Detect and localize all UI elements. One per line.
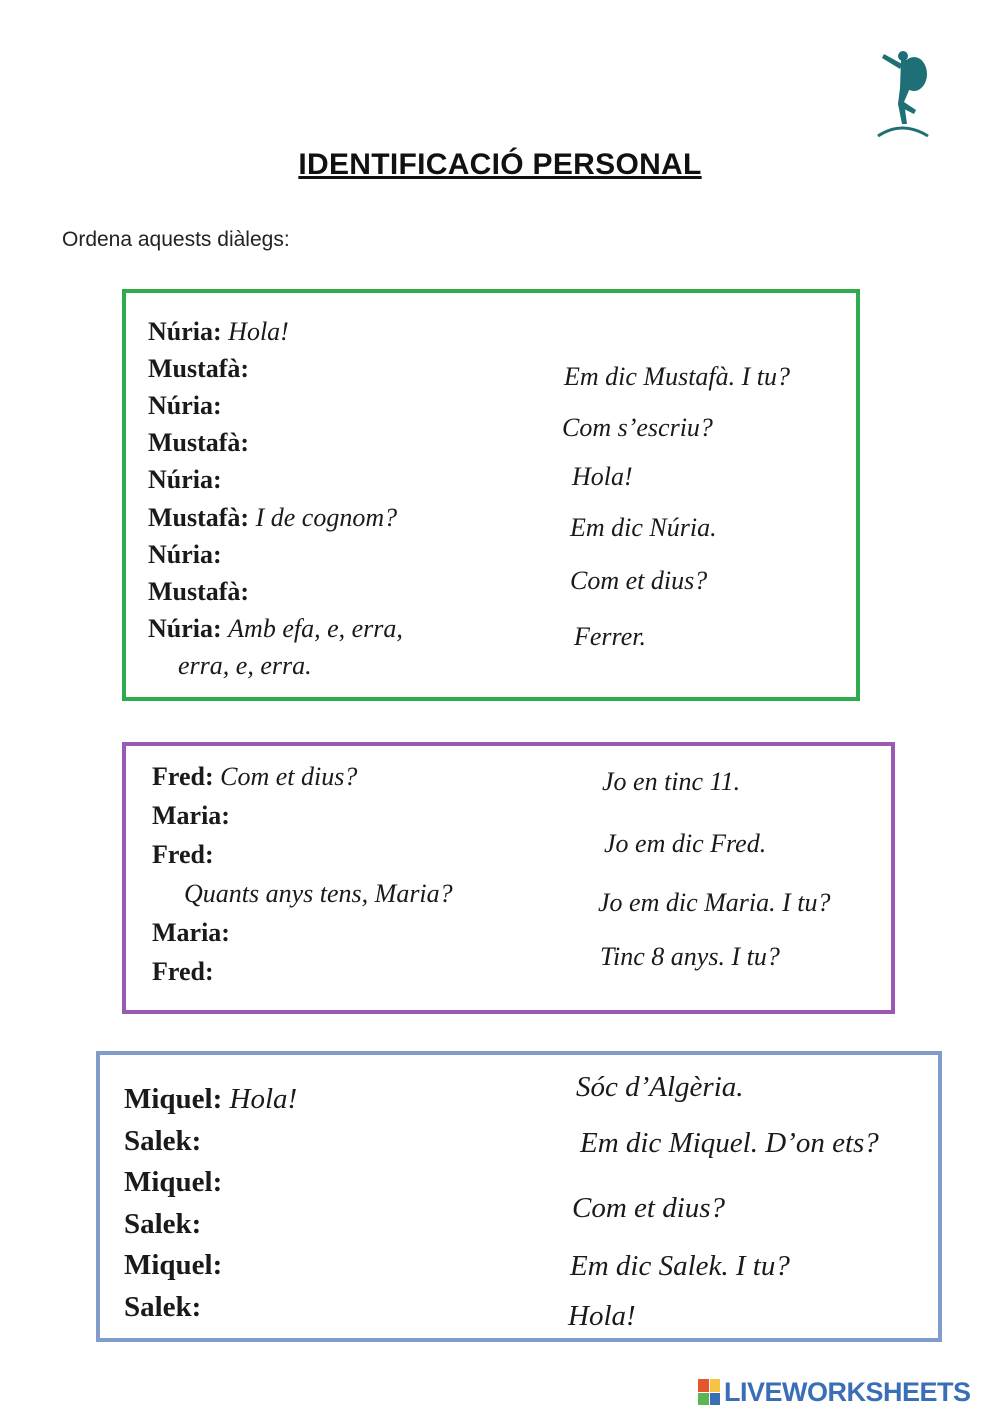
dialogue-line: Salek:: [124, 1291, 202, 1323]
dialogue-line: Mustafà: I de cognom?: [148, 503, 398, 532]
dialogue-line: Fred:: [152, 957, 214, 986]
answer-option[interactable]: Hola!: [568, 1300, 636, 1332]
answer-option[interactable]: Em dic Núria.: [570, 513, 717, 542]
dialogue-line: Miquel:: [124, 1249, 223, 1281]
dialogue-line: Maria:: [152, 918, 230, 947]
dialogue-line: Mustafà:: [148, 428, 250, 457]
dialogue-line: Mustafà:: [148, 354, 250, 383]
liveworksheets-brand: [698, 1376, 994, 1408]
answer-option[interactable]: Com et dius?: [570, 566, 708, 595]
dialogue-line: Mustafà:: [148, 577, 250, 606]
dialogue-line: Quants anys tens, Maria?: [184, 879, 453, 908]
dialogue-line: Miquel:: [124, 1166, 223, 1198]
answer-option[interactable]: Em dic Miquel. D’on ets?: [580, 1127, 879, 1159]
answer-option[interactable]: Jo em dic Maria. I tu?: [598, 888, 831, 917]
instruction-text: Ordena aquests diàlegs:: [62, 228, 290, 251]
dialogue-line: Núria:: [148, 465, 222, 494]
dialogue-line: Maria:: [152, 801, 230, 830]
answer-option[interactable]: Em dic Salek. I tu?: [570, 1250, 790, 1282]
dialogue-line: Núria:: [148, 540, 222, 569]
answer-option[interactable]: Hola!: [572, 462, 633, 491]
answer-option[interactable]: Tinc 8 anys. I tu?: [600, 942, 780, 971]
dialogue-line: Núria: Amb efa, e, erra,: [148, 614, 403, 643]
dialogue-line: Núria: Hola!: [148, 317, 289, 346]
dialogue-box-1: [122, 289, 860, 701]
dialogue-line: erra, e, erra.: [178, 651, 312, 680]
brand-name: LIVEWORKSHEETS: [724, 1376, 971, 1407]
answer-option[interactable]: Em dic Mustafà. I tu?: [564, 362, 791, 391]
page-title: IDENTIFICACIÓ PERSONAL: [298, 148, 702, 181]
answer-option[interactable]: Sóc d’Algèria.: [576, 1071, 744, 1103]
dialogue-box-3: [96, 1051, 942, 1342]
dialogue-box-2: [122, 742, 895, 1014]
dialogue-line: Fred: Com et dius?: [152, 762, 358, 791]
dialogue-line: Núria:: [148, 391, 222, 420]
answer-option[interactable]: Ferrer.: [574, 622, 646, 651]
dialogue-line: Fred:: [152, 840, 214, 869]
answer-option[interactable]: Com et dius?: [572, 1192, 726, 1224]
answer-option[interactable]: Jo en tinc 11.: [602, 767, 741, 796]
answer-option[interactable]: Jo em dic Fred.: [604, 829, 767, 858]
dialogue-line: Salek:: [124, 1125, 202, 1157]
mercury-statue-icon: [872, 44, 938, 144]
answer-option[interactable]: Com s’escriu?: [562, 413, 713, 442]
dialogue-line: Salek:: [124, 1208, 202, 1240]
liveworksheets-logo-icon: [698, 1379, 720, 1405]
dialogue-line: Miquel: Hola!: [124, 1083, 298, 1115]
